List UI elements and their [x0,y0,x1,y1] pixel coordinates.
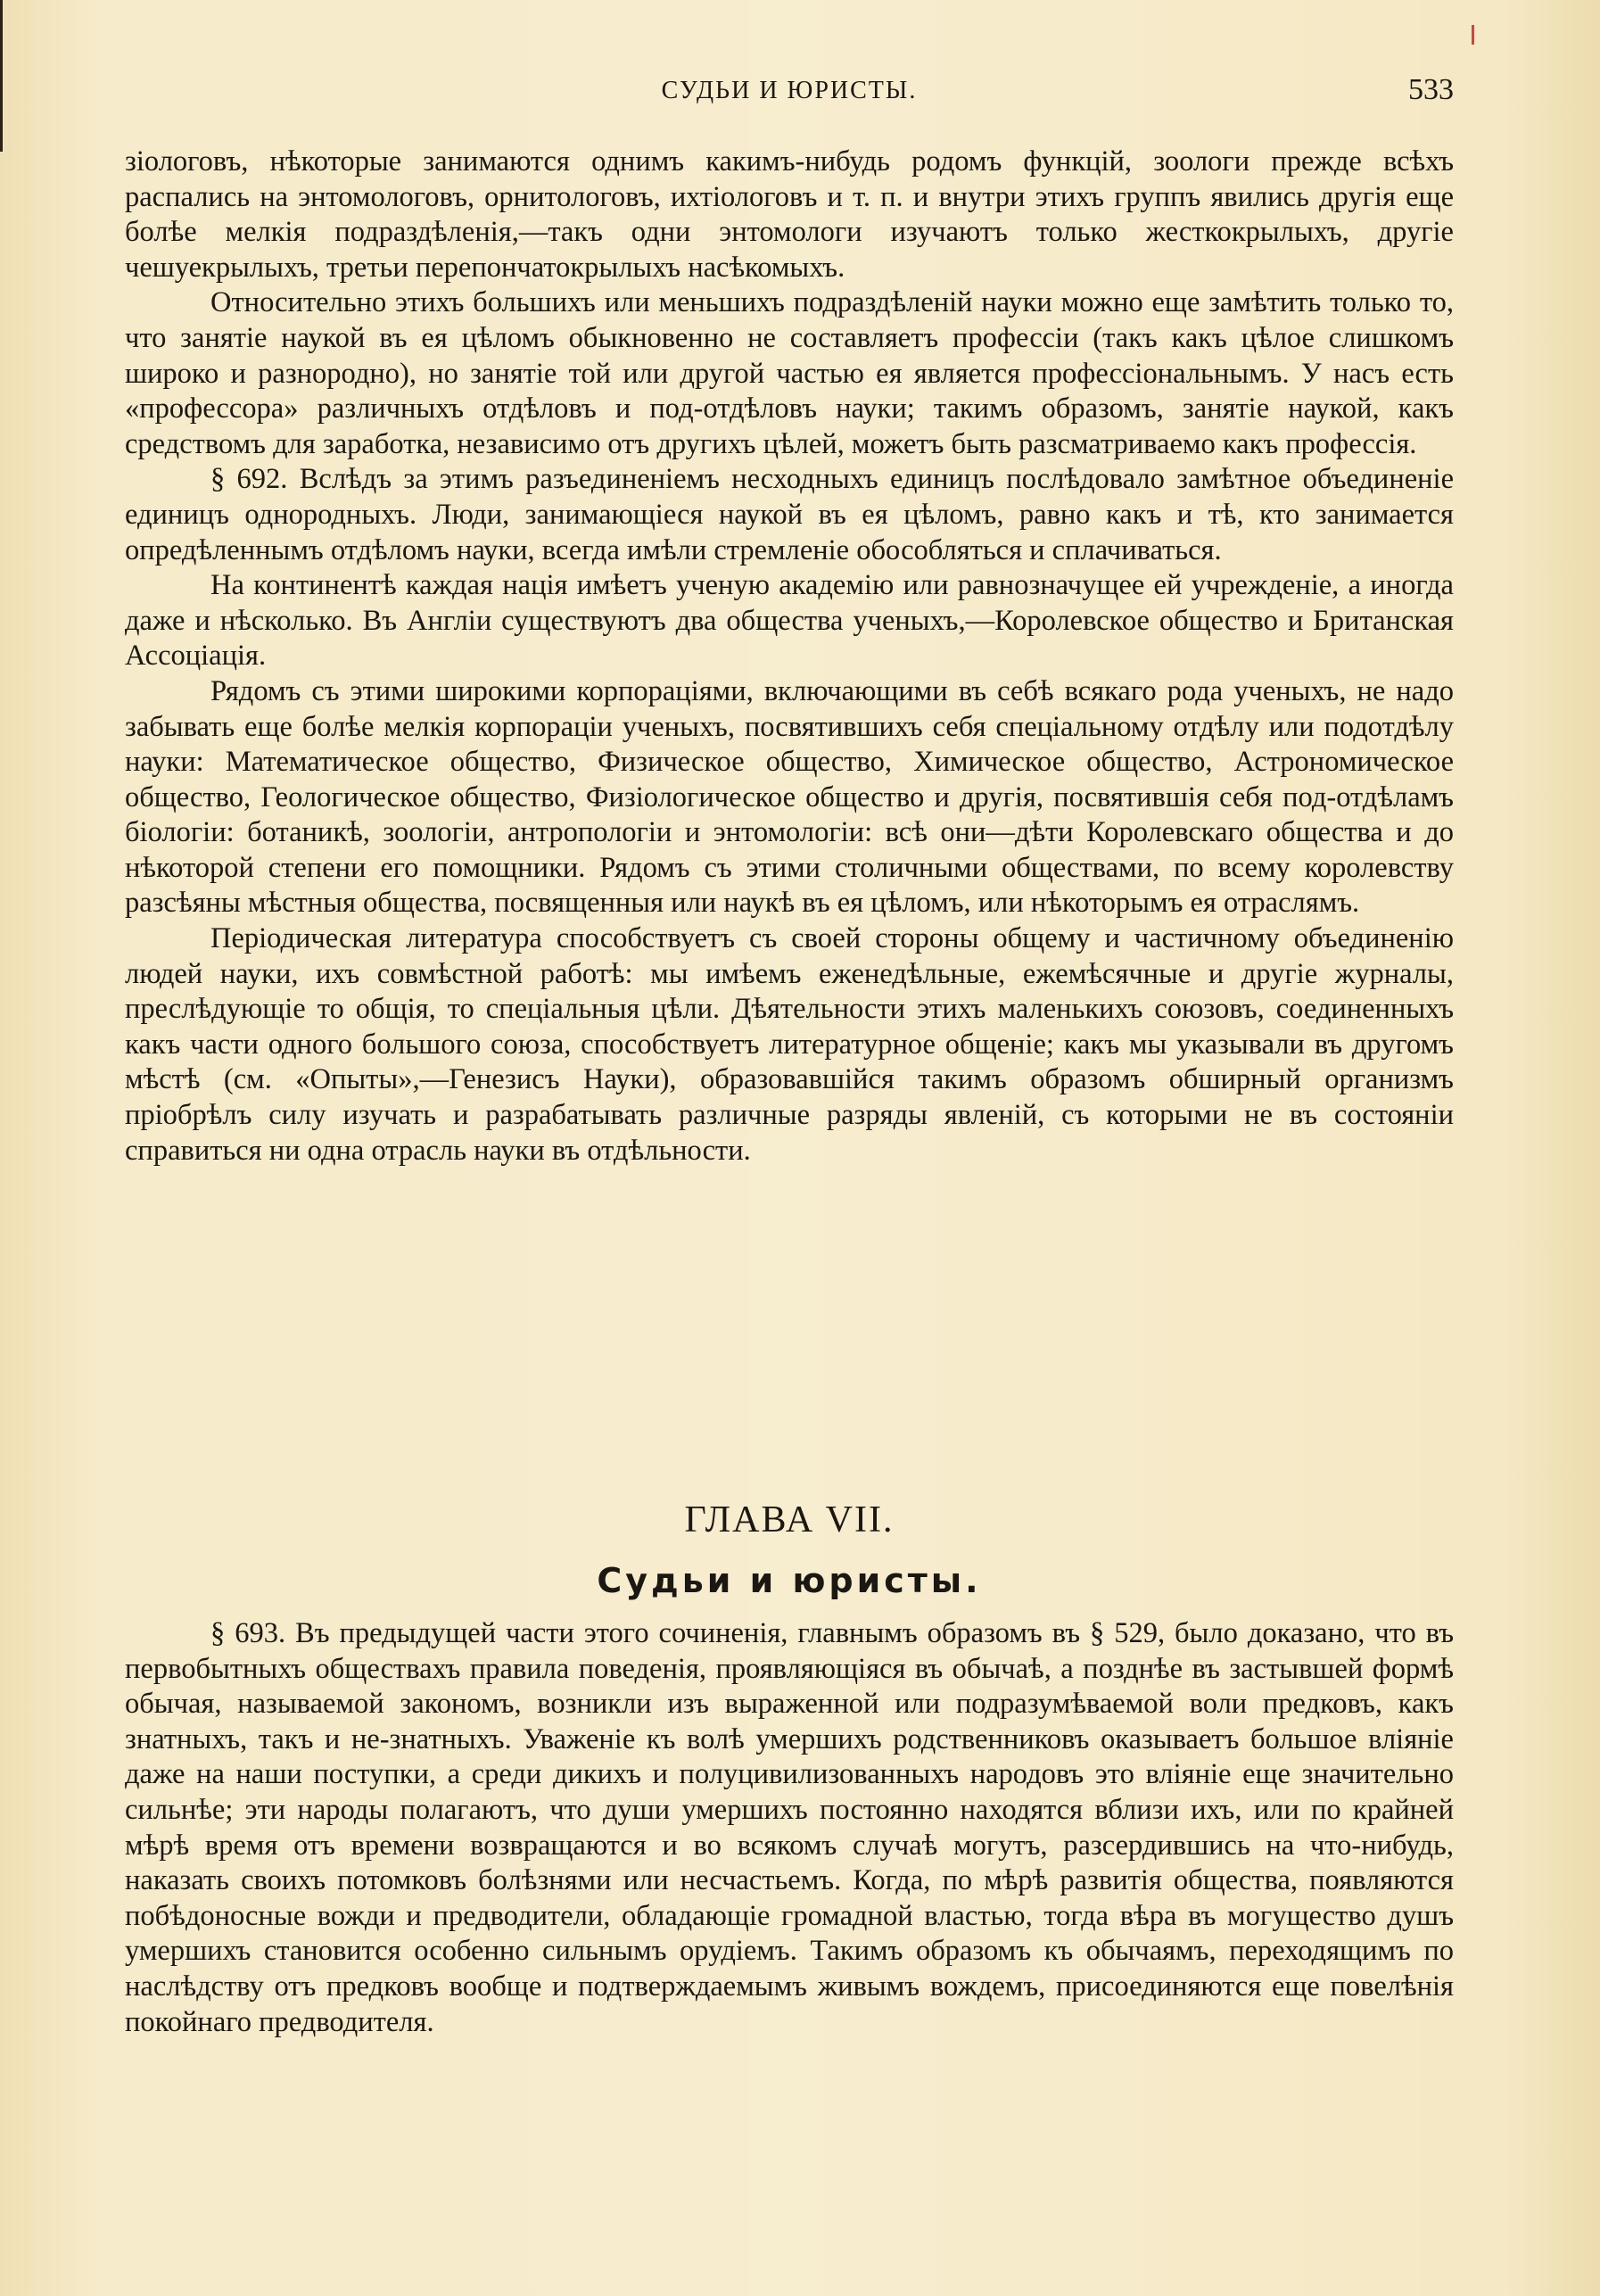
ink-mark [1472,25,1474,45]
paragraph: Рядомъ съ этими широкими корпораціями, включающими въ себѣ всякаго рода ученыхъ, не надо забывать еще болѣе мелкія корпораціи ученыхъ, посвятившихъ себя спеціальному отдѣлу или подотдѣлу науки: Математическое общество, Физическое общество, Химическое общество, Астрономическое общество, Геологическое общество, Физіологическое общество и другія, посвятившія себя под-отдѣламъ біологіи: ботаникѣ, зоологіи, антропологіи и энтомологіи: всѣ они—дѣти Королевскаго общества и до нѣкоторой степени его помощники. Рядомъ съ этими столичными обществами, по всему королевству разсѣяны мѣстныя общества, посвященныя или наукѣ въ ея цѣломъ, или нѣкоторымъ ея отраслямъ. [125,674,1454,920]
chapter-title: Судьи и юристы. [597,1561,982,1600]
chapter-number: ГЛАВА VII. [684,1499,895,1540]
page-number: 533 [1408,73,1454,106]
paragraph: На континентѣ каждая нація имѣетъ ученую академію или равнозначущее ей учрежденіе, а иногда даже и нѣсколько. Въ Англіи существуютъ два общества ученыхъ,—Королевское общество и Британская Ассоціація. [125,569,1454,673]
paragraph: § 692. Вслѣдъ за этимъ разъединеніемъ несходныхъ единицъ послѣдовало замѣтное объединеніе единицъ однородныхъ. Люди, занимающіеся наукой въ ея цѣломъ, равно какъ и тѣ, кто занимается опредѣленнымъ отдѣломъ науки, всегда имѣли стремленіе обособляться и сплачиваться. [125,463,1454,566]
paragraph: Относительно этихъ большихъ или меньшихъ подраздѣленій науки можно еще замѣтить только то, что занятіе наукой въ ея цѣломъ обыкновенно не составляетъ профессіи (такъ какъ цѣлое слишкомъ широко и разнородно), но занятіе той или другой частью ея является профессіональнымъ. У насъ есть «профессора» различныхъ отдѣловъ и под-отдѣловъ науки; такимъ образомъ, занятіе наукой, какъ средствомъ для заработка, независимо отъ другихъ цѣлей, можетъ быть разсматриваемо какъ профессія. [125,286,1454,460]
binding-edge-line [0,0,12,152]
running-title: СУДЬИ И ЮРИСТЫ. [661,77,918,104]
page-header [125,73,1454,118]
paragraph: Періодическая литература способствуетъ съ своей стороны общему и частичному объединенію людей науки, ихъ совмѣстной работѣ: мы имѣемъ еженедѣльные, ежемѣсячные и другіе журналы, преслѣдующіе то общія, то спеціальныя цѣли. Дѣятельности этихъ маленькихъ союзовъ, соединенныхъ какъ части одного большого союза, способствуетъ литературное общеніе; какъ мы указывали въ другомъ мѣстѣ (см. «Опыты»,—Генезисъ Науки), образовавшійся такимъ образомъ обширный организмъ пріобрѣлъ силу изучать и разрабатывать различные разряды явленій, съ которыми не въ состояніи справиться ни одна отрасль науки въ отдѣльности. [125,922,1454,1167]
paragraph: § 693. Въ предыдущей части этого сочиненія, главнымъ образомъ въ § 529, было доказано, что въ первобытныхъ обществахъ правила поведенія, проявляющіяся въ обычаѣ, а позднѣе въ застывшей формѣ обычая, называемой закономъ, возникли изъ выраженной или подразумѣваемой воли предковъ, какъ знатныхъ, такъ и не-знатныхъ. Уваженіе къ волѣ умершихъ родственниковъ оказываетъ большое вліяніе даже на наши поступки, а среди дикихъ и полуцивилизованныхъ народовъ это вліяніе еще значительно сильнѣе; эти народы полагаютъ, что души умершихъ постоянно находятся вблизи ихъ, или по крайней мѣрѣ время отъ времени возвращаются и во всякомъ случаѣ могутъ, разсердившись на что-нибудь, наказать своихъ потомковъ болѣзнями или несчастьемъ. Когда, по мѣрѣ развитія общества, появляются побѣдоносные вожди и предводители, обладающіе громадной властью, тогда вѣра въ могущество душъ умершихъ становится особенно сильнымъ орудіемъ. Такимъ образомъ къ обычаямъ, переходящимъ по наслѣдству отъ предковъ вообще и подтверждаемымъ живымъ вождемъ, присоединяются еще повелѣнія покойнаго предводителя. [125,1617,1454,2038]
paragraph: зіологовъ, нѣкоторые занимаются однимъ какимъ-нибудь родомъ функцій, зоологи прежде всѣхъ распались на энтомологовъ, орнитологовъ, ихтіологовъ и т. п. и внутри этихъ группъ явились другія еще болѣе мелкія подраздѣленія,—такъ одни энтомологи изучаютъ только жесткокрылыхъ, другіе чешуекрылыхъ, третьи перепончатокрылыхъ насѣкомыхъ. [125,145,1454,284]
chapter-heading [125,1499,1454,1600]
body-text-section-2 [125,1616,1454,2040]
body-text-section-1 [125,145,1454,1169]
